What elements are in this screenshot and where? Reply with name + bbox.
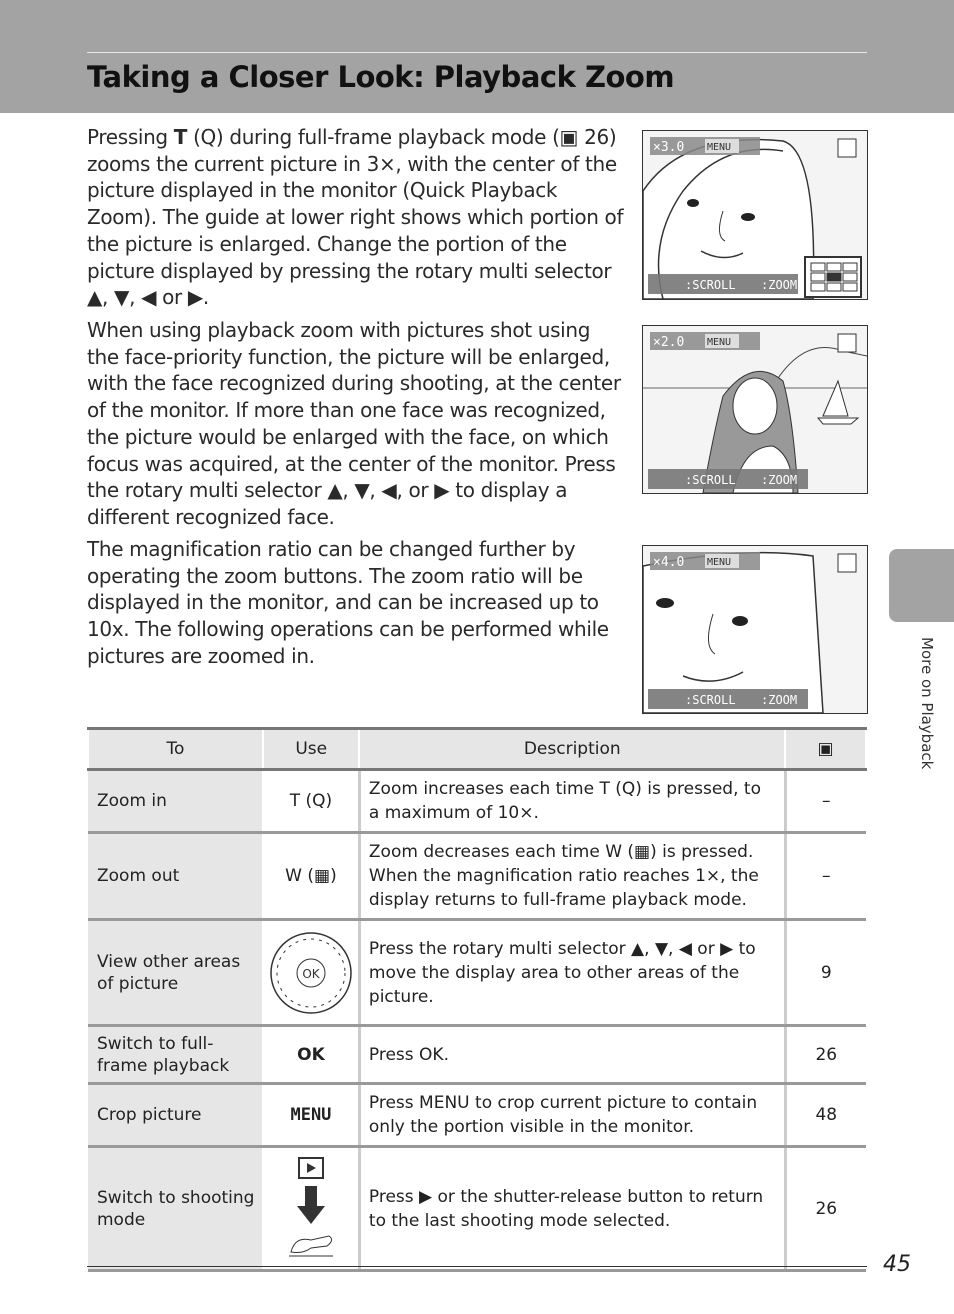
page-number: 45 (883, 1252, 911, 1277)
section-tab (889, 549, 954, 622)
row-to: View other areas of picture (88, 920, 263, 1026)
svg-text::SCROLL: :SCROLL (685, 473, 736, 487)
svg-text::ZOOM: :ZOOM (761, 278, 798, 292)
bottom-rule (87, 1266, 867, 1267)
zoom-readout-2: ×2.0 (653, 335, 685, 350)
row-to: Switch to full-frame playback (88, 1026, 263, 1084)
row-ref: 26 (785, 1147, 866, 1271)
zoom-screen-1 (642, 130, 868, 300)
col-to: To (88, 729, 263, 770)
row-to: Zoom in (88, 770, 263, 833)
tele-symbol: T (173, 125, 188, 149)
col-ref: ▣ (785, 729, 866, 770)
menu-button-icon: MENU (263, 1084, 359, 1147)
svg-text::SCROLL: :SCROLL (685, 278, 736, 292)
table-row (88, 770, 866, 833)
zoom-readout-1: ×3.0 (653, 140, 685, 155)
zoom-readout-3: ×4.0 (653, 555, 685, 570)
section-label: More on Playback (918, 637, 936, 770)
svg-text::ZOOM: :ZOOM (761, 693, 798, 707)
p1-text-a: Pressing (87, 125, 174, 149)
row-ref: 26 (785, 1026, 866, 1084)
svg-text::SCROLL: :SCROLL (685, 693, 736, 707)
table-row (88, 1084, 866, 1147)
col-use: Use (263, 729, 359, 770)
row-desc: Press the rotary multi selector ▲, ▼, ◀ or ▶ to move the display area to other areas of the picture. (359, 920, 785, 1026)
row-desc: Zoom increases each time T (Q) is pressed, to a maximum of 10×. (359, 770, 785, 833)
face-priority-paragraph: When using playback zoom with pictures shot using the face-priority function, the picture will be enlarged, with the face recognized during shooting, at the center of the monitor. If more than one face was recognized, the picture would be enlarged with the face, on which focus was acquired, at the center of the monitor. Press the rotary multi selector ▲, ▼, ◀, or ▶ to display a different recognized face. (87, 318, 621, 529)
rotary-selector-icon (263, 920, 359, 1026)
tele-button-icon: T (Q) (263, 770, 359, 833)
svg-text::ZOOM: :ZOOM (761, 473, 798, 487)
row-ref: – (785, 770, 866, 833)
svg-text:MENU: MENU (707, 557, 732, 568)
p1-text-b: (Q) during full-frame playback mode ( (187, 125, 560, 149)
row-to: Switch to shooting mode (88, 1147, 263, 1271)
operations-table (87, 727, 867, 1272)
svg-text:MENU: MENU (707, 142, 732, 153)
table-header-row (88, 729, 866, 770)
magnification-paragraph: The magnification ratio can be changed further by operating the zoom buttons. The zoom ratio will be displayed in the monitor, and can be increased up to 10x. The following operations can be performed while pictures are zoomed in. (87, 537, 609, 668)
row-desc: Press OK. (359, 1026, 785, 1084)
row-desc: Zoom decreases each time W (▦) is pressed. When the magnification ratio reaches 1×, the display returns to full-frame playback mode. (359, 833, 785, 920)
svg-text:OK: OK (302, 966, 320, 981)
table-row (88, 1026, 866, 1084)
playback-shutter-icon (263, 1147, 359, 1271)
header-rule (87, 52, 867, 53)
header-band (0, 0, 954, 113)
svg-text:MENU: MENU (707, 337, 732, 348)
col-description: Description (359, 729, 785, 770)
ok-button-icon: OK (263, 1026, 359, 1084)
p1-text-c: ) zooms the current picture in 3×, with the center of the picture displayed in the monitor (Quick Playback Zoom). The guide at lower right shows which portion of the picture is enlarged. Change the portion of the picture displayed by pressing the rotary multi selector ▲, ▼, ◀ or ▶. (87, 125, 624, 310)
zoom-screen-2 (642, 325, 868, 494)
wide-button-icon: W (▦) (263, 833, 359, 920)
row-desc: Press MENU to crop current picture to contain only the portion visible in the monitor. (359, 1084, 785, 1147)
row-to: Zoom out (88, 833, 263, 920)
row-desc: Press ▶ or the shutter-release button to return to the last shooting mode selected. (359, 1147, 785, 1271)
row-ref: 48 (785, 1084, 866, 1147)
page-title: Taking a Closer Look: Playback Zoom (87, 60, 675, 94)
row-ref: – (785, 833, 866, 920)
row-ref: 9 (785, 920, 866, 1026)
table-row (88, 920, 866, 1026)
table-row (88, 1147, 866, 1271)
table-row (88, 833, 866, 920)
row-to: Crop picture (88, 1084, 263, 1147)
intro-paragraph (87, 124, 627, 311)
zoom-screen-3 (642, 545, 868, 714)
page-ref: ▣ 26 (559, 125, 609, 149)
